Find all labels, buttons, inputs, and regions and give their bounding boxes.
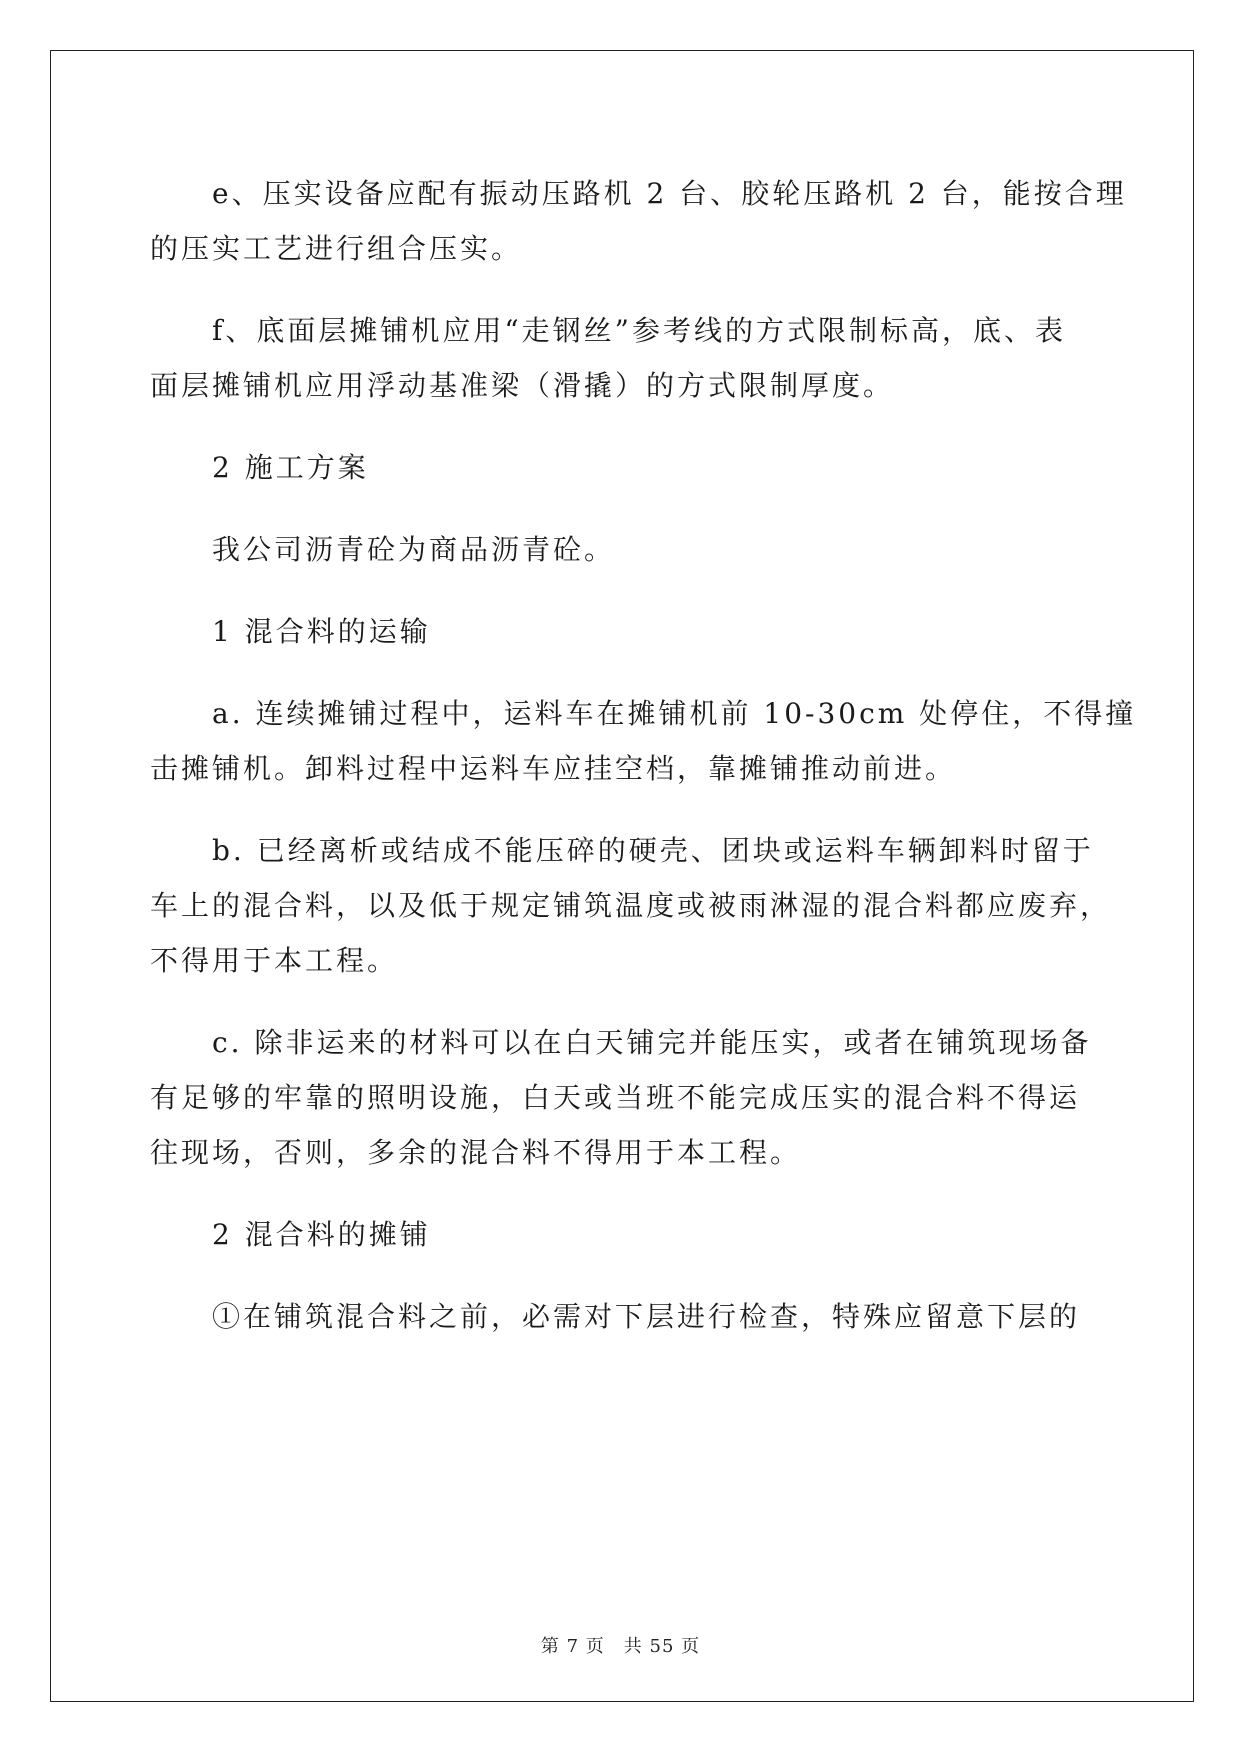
text-line: 的压实工艺进行组合压实。: [150, 232, 523, 265]
text-line: 面层摊铺机应用浮动基准梁（滑撬）的方式限制厚度。: [150, 369, 895, 402]
text-line: 往现场，否则，多余的混合料不得用于本工程。: [150, 1136, 802, 1169]
heading-text: 2 混合料的摊铺: [212, 1218, 431, 1251]
heading-text: 2 施工方案: [212, 451, 369, 484]
heading-construction-plan: [150, 440, 1100, 495]
document-body: [150, 166, 1137, 1371]
text-line: 有足够的牢靠的照明设施，白天或当班不能完成压实的混合料不得运: [150, 1081, 1081, 1114]
text-line: 击摊铺机。卸料过程中运料车应挂空档，靠摊铺推动前进。: [150, 752, 957, 785]
paragraph-1: [150, 1289, 1100, 1344]
text-line: b. 已经离析或结成不能压碎的硬壳、团块或运料车辆卸料时留于: [212, 834, 1094, 867]
text-line: 我公司沥青砼为商品沥青砼。: [212, 533, 616, 566]
text-line: f、底面层摊铺机应用“走钢丝”参考线的方式限制标高，底、表: [212, 314, 1066, 347]
page-number: 第 7 页 共 55 页: [540, 1636, 701, 1657]
paragraph-f: [150, 303, 1100, 413]
text-line: 不得用于本工程。: [150, 944, 399, 977]
paragraph-c: [150, 1015, 1100, 1180]
paragraph-b: [150, 823, 1112, 988]
paragraph-a: [150, 686, 1137, 796]
heading-transport: [150, 604, 1100, 659]
paragraph-company: [150, 522, 1100, 577]
page-footer: [0, 1632, 1241, 1658]
heading-text: 1 混合料的运输: [212, 615, 431, 648]
text-line: c. 除非运来的材料可以在白天铺完并能压实，或者在铺筑现场备: [212, 1026, 1092, 1059]
paragraph-e: [150, 166, 1127, 276]
text-line: 车上的混合料，以及低于规定铺筑温度或被雨淋湿的混合料都应废弃，: [150, 889, 1112, 922]
text-line: ①在铺筑混合料之前，必需对下层进行检查，特殊应留意下层的: [212, 1300, 1081, 1333]
text-line: a. 连续摊铺过程中，运料车在摊铺机前 10-30cm 处停住，不得撞: [212, 697, 1137, 730]
heading-paving: [150, 1207, 1100, 1262]
text-line: e、压实设备应配有振动压路机 2 台、胶轮压路机 2 台，能按合理: [212, 177, 1127, 210]
